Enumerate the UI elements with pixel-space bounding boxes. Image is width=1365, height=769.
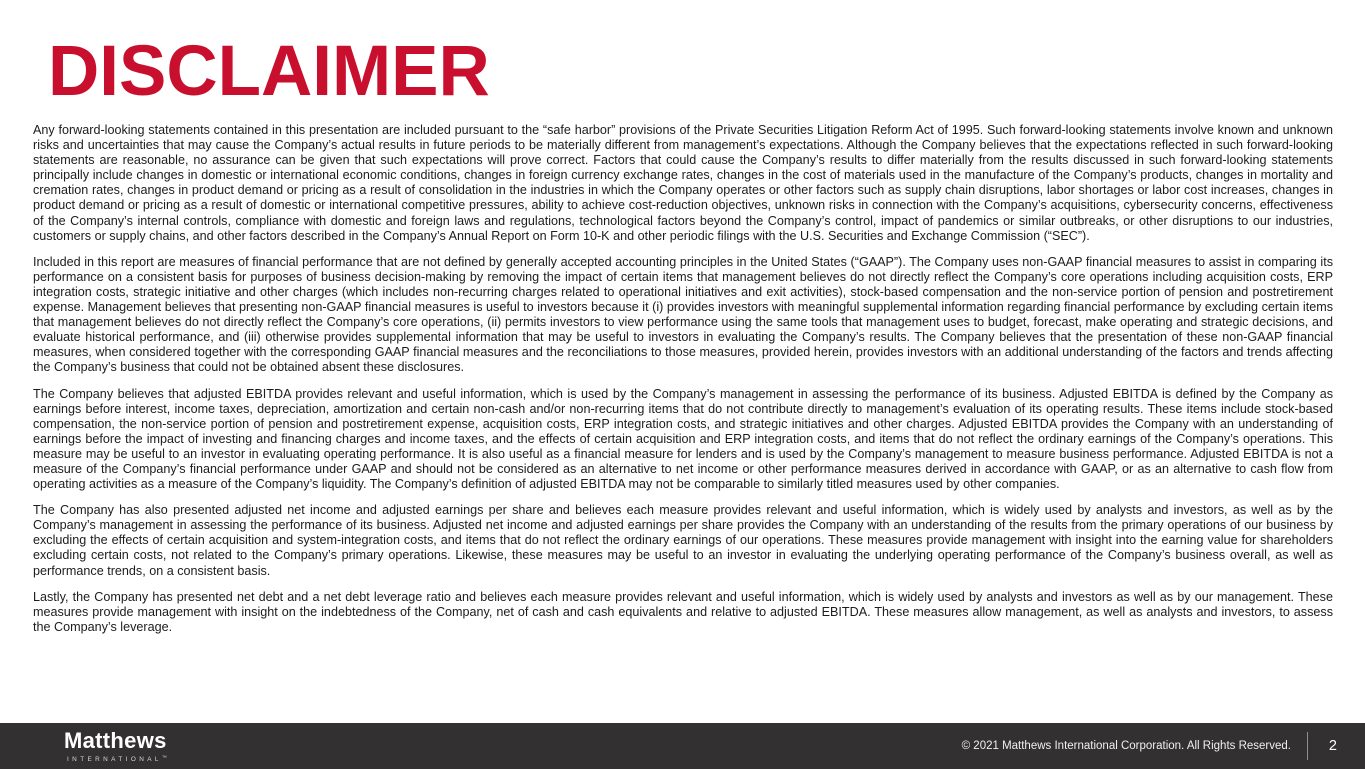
logo-wordmark: Matthews	[64, 727, 167, 753]
footer-bar	[0, 723, 1365, 769]
paragraph-net-debt: Lastly, the Company has presented net debt and a net debt leverage ratio and believes each measure provides relevant and useful information, which is widely used by analysts and investors as well as by our management. These measures provide management with insight on the indebtedness of the Company, net of cash and cash equivalents and relative to adjusted EBITDA. These measures allow management, as well as analysts and investors, to assess the Company’s leverage.	[33, 589, 1333, 634]
matthews-logo	[64, 727, 167, 763]
paragraph-non-gaap-measures: Included in this report are measures of financial performance that are not defined by generally accepted accounting principles in the United States (“GAAP”). The Company uses non-GAAP financial measures to assist in comparing its performance on a consistent basis for purposes of business decision-making by removing the impact of certain items that management believes do not directly reflect the Company’s core operations including acquisition costs, ERP integration costs, strategic initiative and other charges (which includes non-recurring charges related to operational initiatives and exit activities), stock-based compensation and the non-service portion of pension and postretirement expense. Management believes that presenting non-GAAP financial measures is useful to investors because it (i) provides investors with meaningful supplemental information regarding financial performance by excluding certain items that management believes do not directly reflect the Company’s core operations, (ii) permits investors to view performance using the same tools that management uses to budget, forecast, make operating and strategic decisions, and evaluate historical performance, and (iii) otherwise provides supplemental information that may be useful to investors in evaluating the Company’s results. The Company believes that the presentation of these non-GAAP financial measures, when considered together with the corresponding GAAP financial measures and the reconciliations to those measures, provided herein, provides investors with an additional understanding of the factors and trends affecting the Company’s business that could not be obtained absent these disclosures.	[33, 254, 1333, 375]
page-number: 2	[1328, 738, 1337, 754]
paragraph-adjusted-net-income: The Company has also presented adjusted net income and adjusted earnings per share and believes each measure provides relevant and useful information, which is widely used by analysts and investors, as well as by the Company’s management in assessing the performance of its business. Adjusted net income and adjusted earnings per share provides the Company with an understanding of the results from the primary operations of our business by excluding the effects of certain acquisition and system-integration costs, and items that do not reflect the ordinary earnings of our operations. These measures provide management with insight into the earning value for shareholders excluding certain costs, not related to the Company’s primary operations. Likewise, these measures may be useful to an investor in evaluating the underlying operating performance of the Company’s business overall, as well as performance trends, on a consistent basis.	[33, 503, 1333, 578]
page-title: DISCLAIMER	[48, 32, 490, 111]
logo-subtitle-text: INTERNATIONAL	[67, 755, 162, 763]
footer-divider	[1307, 732, 1308, 760]
logo-subtitle	[64, 755, 167, 763]
paragraph-adjusted-ebitda: The Company believes that adjusted EBITDA provides relevant and useful information, which is used by the Company’s management in assessing the performance of its business. Adjusted EBITDA is defined by the Company as earnings before interest, income taxes, depreciation, amortization and certain non-cash and/or non-recurring items that do not contribute directly to management’s evaluation of its operating results. These items include stock-based compensation, the non-service portion of pension and postretirement expense, acquisition costs, ERP integration costs, and strategic initiatives and other charges. Adjusted EBITDA provides the Company with an understanding of earnings before the impact of investing and financing charges and income taxes, and the effects of certain acquisition and ERP integration costs, and items that do not reflect the ordinary earnings of the Company’s operations. This measure may be useful to an investor in evaluating operating performance. It is also useful as a financial measure for lenders and is used by the Company’s management to measure business performance. Adjusted EBITDA is not a measure of the Company’s financial performance under GAAP and should not be considered as an alternative to net income or other performance measures derived in accordance with GAAP, or as an alternative to cash flow from operating activities as a measure of the Company’s liquidity. The Company’s definition of adjusted EBITDA may not be comparable to similarly titled measures used by other companies.	[33, 386, 1333, 492]
trademark-symbol: ™	[161, 754, 167, 761]
footer-right	[962, 732, 1337, 760]
paragraph-safe-harbor: Any forward-looking statements contained in this presentation are included pursuant to the “safe harbor” provisions of the Private Securities Litigation Reform Act of 1995. Such forward-looking statements involve known and unknown risks and uncertainties that may cause the Company’s actual results in future periods to be materially different from management’s expectations. Although the Company believes that the expectations reflected in such forward-looking statements are reasonable, no assurance can be given that such expectations will prove correct. Factors that could cause the Company’s results to differ materially from the results discussed in such forward-looking statements principally include changes in domestic or international economic conditions, changes in foreign currency exchange rates, changes in the cost of materials used in the manufacture of the Company’s products, changes in mortality and cremation rates, changes in product demand or pricing as a result of consolidation in the industries in which the Company operates or other factors such as supply chain disruptions, labor shortages or labor cost increases, changes in product demand or pricing as a result of domestic or international competitive pressures, ability to achieve cost-reduction objectives, unknown risks in connection with the Company’s acquisitions, cybersecurity concerns, effectiveness of the Company’s internal controls, compliance with domestic and foreign laws and regulations, technological factors beyond the Company’s control, impact of pandemics or similar outbreaks, or other disruptions to our industries, customers or supply chains, and other factors described in the Company’s Annual Report on Form 10-K and other periodic filings with the U.S. Securities and Exchange Commission (“SEC”).	[33, 123, 1333, 243]
copyright-text: © 2021 Matthews International Corporation. All Rights Reserved.	[961, 740, 1291, 752]
disclaimer-body	[33, 123, 1333, 635]
